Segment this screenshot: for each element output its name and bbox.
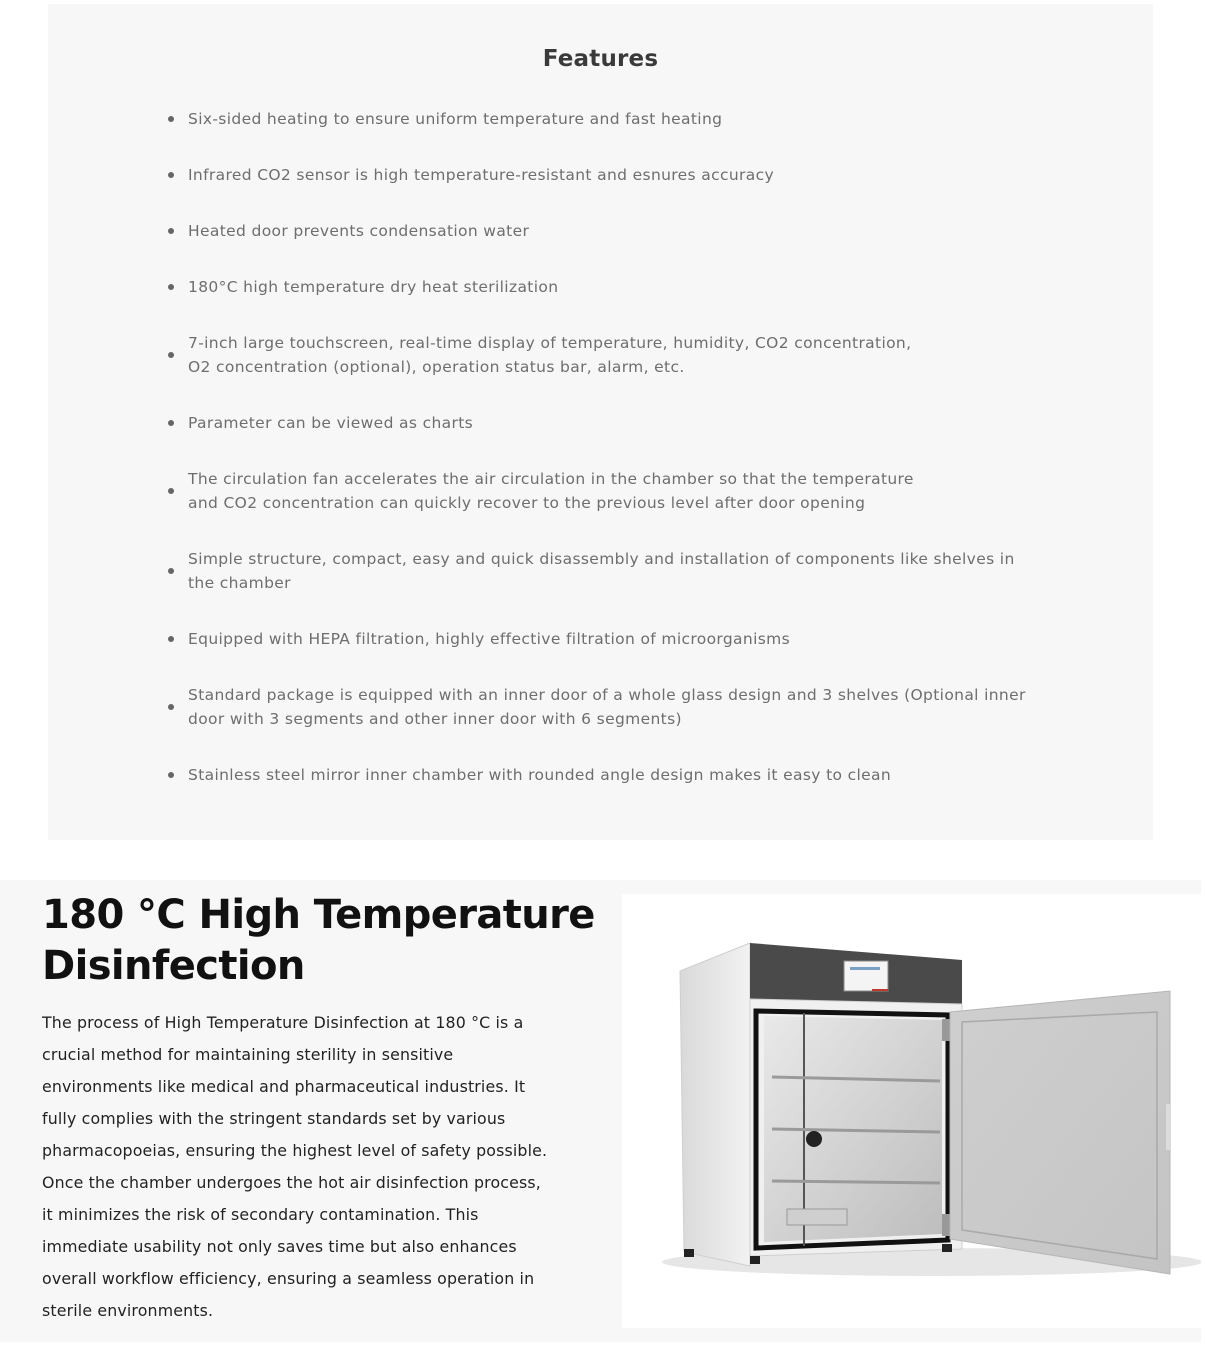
features-title: Features [542, 46, 659, 72]
feature-text: Heated door prevents condensation water [188, 222, 530, 240]
shelf [772, 1181, 940, 1183]
water-tray [787, 1209, 847, 1225]
feature-item [168, 411, 1088, 435]
bullet-icon [168, 284, 174, 290]
feature-text: Standard package is equipped with an inner door of a whole glass design and 3 shelves (Optional inner door with 3 segments and other inner door with 6 segments) [188, 686, 1026, 728]
feature-item [168, 331, 1088, 379]
features-section [48, 4, 1153, 840]
bullet-icon [168, 352, 174, 358]
disinfection-description: The process of High Temperature Disinfection at 180 °C is a crucial method for maintaining sterility in sensitive environments like medical and pharmaceutical industries. It fully complies with the stringent standards set by various pharmacopoeias, ensuring the highest level of safety possible. Once the chamber undergoes the hot air disinfection process, it minimizes the risk of secondary contamination. This immediate usability not only saves time but also enhances overall workflow efficiency, ensuring a seamless operation in sterile environments. [42, 1013, 548, 1320]
door-knob-icon [806, 1131, 822, 1147]
bullet-icon [168, 228, 174, 234]
foot [684, 1249, 694, 1257]
bullet-icon [168, 116, 174, 122]
hinge [942, 1019, 950, 1041]
feature-text: The circulation fan accelerates the air circulation in the chamber so that the temperature and CO2 concentration can quickly recover to the previous level after door opening [188, 470, 914, 512]
bullet-icon [168, 172, 174, 178]
brand-logo [872, 989, 888, 991]
feature-text: Stainless steel mirror inner chamber with rounded angle design makes it easy to clean [188, 766, 892, 784]
feature-item [168, 275, 1088, 299]
disinfection-section [0, 880, 1201, 1342]
feature-item [168, 547, 1088, 595]
screen-bar [850, 967, 880, 970]
bullet-icon [168, 772, 174, 778]
incubator-image [622, 894, 1201, 1328]
feature-text: 7-inch large touchscreen, real-time display of temperature, humidity, CO2 concentration, O2 concentration (optional), operation status bar, alarm, etc. [188, 334, 912, 376]
product-image [622, 894, 1201, 1328]
feature-text: Infrared CO2 sensor is high temperature-resistant and esnures accuracy [188, 166, 774, 184]
feature-text: Equipped with HEPA filtration, highly effective filtration of microorganisms [188, 630, 791, 648]
bullet-icon [168, 704, 174, 710]
disinfection-title: 180 °C High Temperature Disinfection [42, 892, 595, 989]
feature-text: 180°C high temperature dry heat sterilization [188, 278, 559, 296]
bullet-icon [168, 568, 174, 574]
feature-item [168, 219, 1088, 243]
feature-text: Six-sided heating to ensure uniform temperature and fast heating [188, 110, 723, 128]
touchscreen [844, 961, 888, 991]
bullet-icon [168, 636, 174, 642]
feature-item [168, 683, 1088, 731]
outer-door [950, 991, 1170, 1274]
hinge [942, 1214, 950, 1236]
bullet-icon [168, 488, 174, 494]
foot [750, 1256, 760, 1264]
feature-text: Parameter can be viewed as charts [188, 414, 474, 432]
foot [942, 1244, 952, 1252]
feature-item [168, 627, 1088, 651]
cabinet-side [680, 943, 750, 1266]
feature-item [168, 107, 1088, 131]
feature-text: Simple structure, compact, easy and quick disassembly and installation of components like shelves in the chamber [188, 550, 1015, 592]
feature-item [168, 467, 1088, 515]
door-handle [1166, 1104, 1170, 1150]
bullet-icon [168, 420, 174, 426]
feature-item [168, 763, 1088, 787]
feature-item [168, 163, 1088, 187]
